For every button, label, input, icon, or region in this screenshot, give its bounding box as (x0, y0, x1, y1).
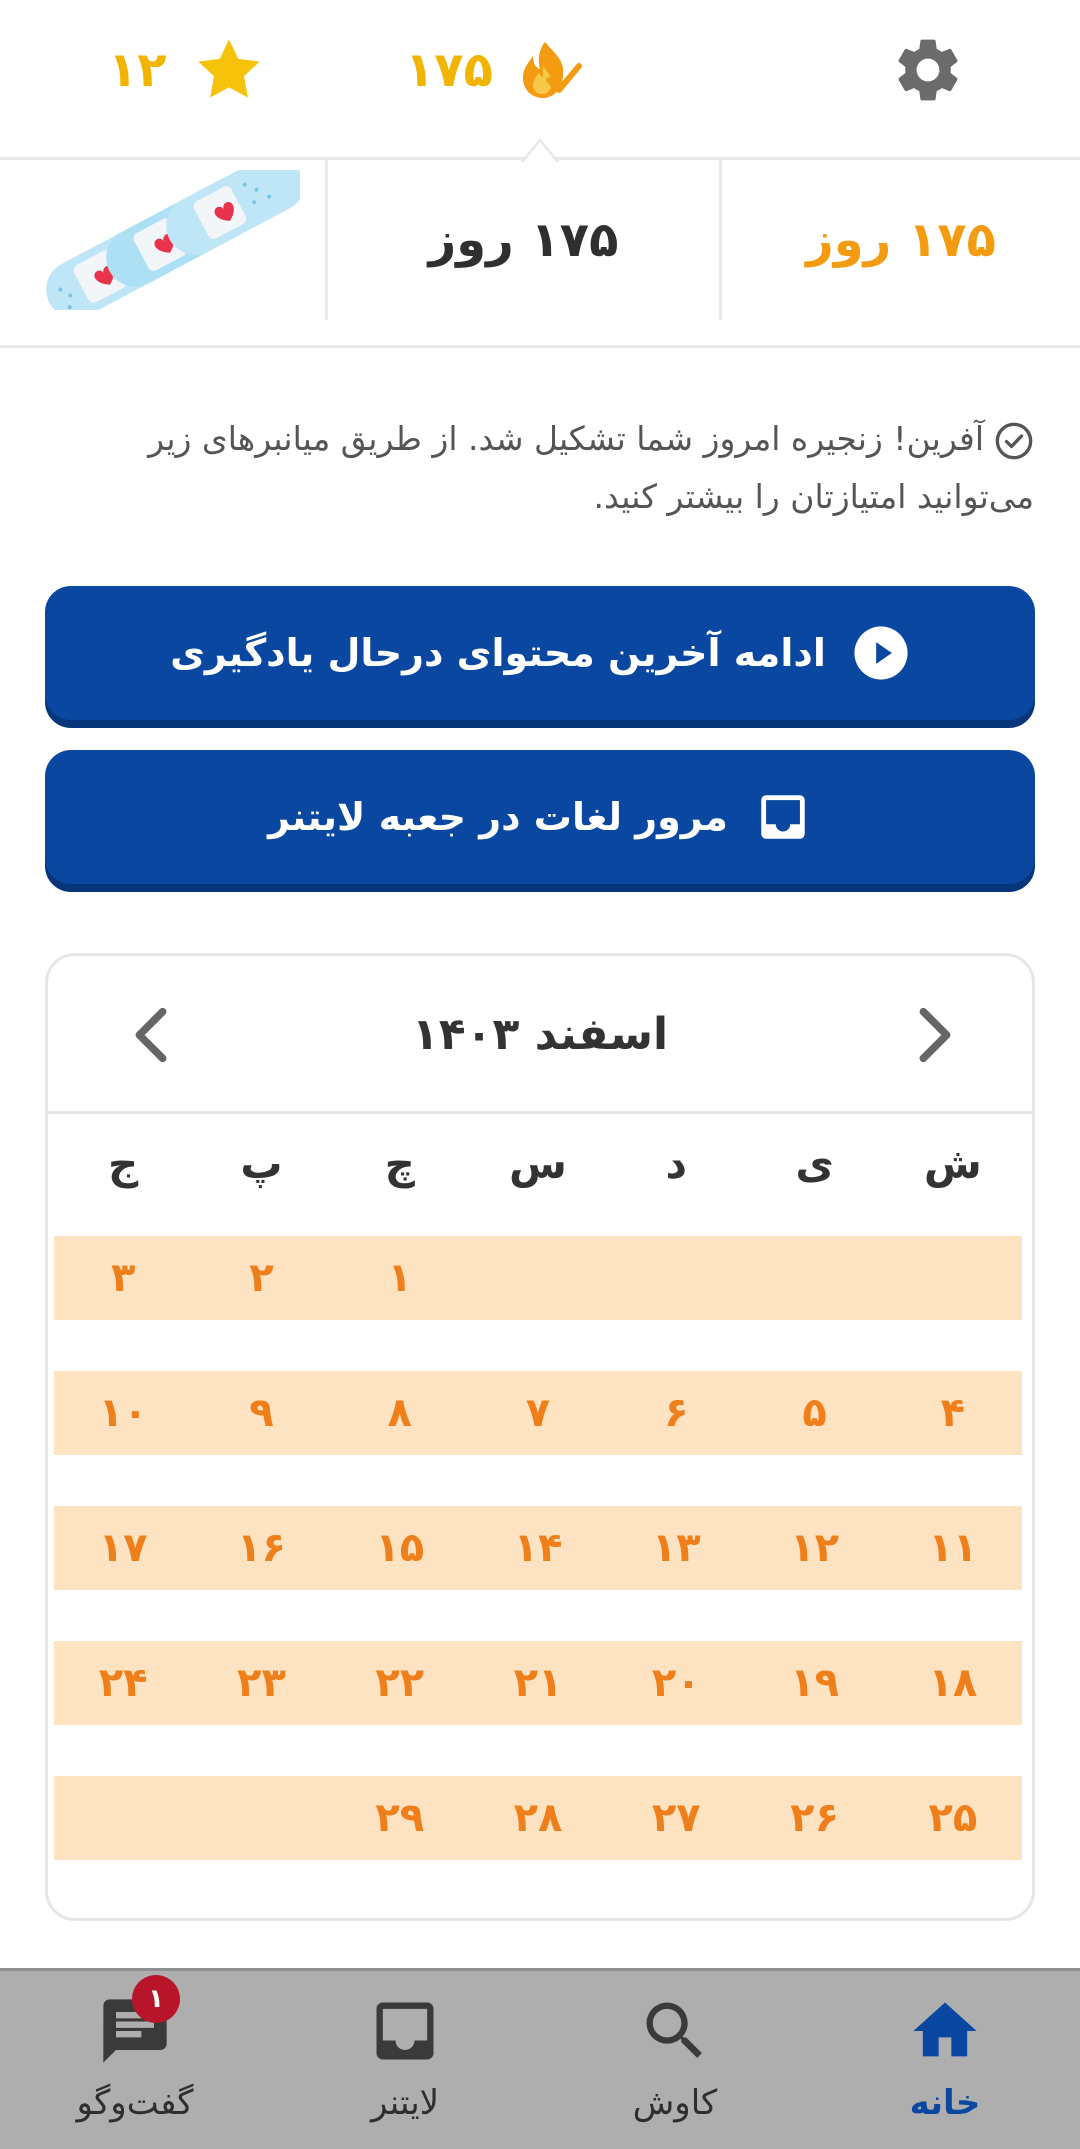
calendar-day: ۲۱ (513, 1660, 563, 1706)
notification-badge: ۱ (132, 1975, 180, 2023)
message-text: آفرین! زنجیره امروز شما تشکیل شد. از طریق میانبرهای زیر می‌توانید امتیازتان را بیشتر کنید. (148, 419, 1034, 516)
stars-count: ۱۲ (108, 42, 167, 98)
calendar-week (54, 1506, 1022, 1590)
calendar-day (607, 1236, 745, 1320)
calendar-day: ۱۰ (98, 1390, 148, 1436)
streak-counter[interactable] (405, 30, 583, 110)
calendar-day: ۱۶ (237, 1525, 286, 1571)
tab-leitner-label: لایتنر (370, 2083, 440, 2123)
weekday-label: پ (240, 1139, 283, 1188)
calendar-day: ۲۴ (98, 1660, 148, 1706)
best-streak: ۱۷۵ روز (428, 212, 619, 268)
tab-leitner[interactable] (270, 1971, 540, 2149)
calendar-day (745, 1236, 883, 1320)
bandage-icon (25, 170, 300, 310)
calendar-day: ۳ (110, 1255, 136, 1301)
fire-check-icon (515, 36, 583, 104)
home-icon (907, 1993, 983, 2069)
calendar-day (884, 1236, 1022, 1320)
calendar-day: ۲۲ (375, 1660, 425, 1706)
panel-pointer (520, 138, 560, 162)
calendar-day: ۱۱ (928, 1525, 978, 1571)
stars-counter[interactable] (108, 30, 265, 110)
calendar-day: ۱۸ (928, 1660, 978, 1706)
weekday-label: ش (923, 1139, 982, 1188)
calendar-day (54, 1776, 192, 1860)
calendar-week (54, 1236, 1022, 1320)
bottom-navigation (0, 1968, 1080, 2149)
tab-chat[interactable] (0, 1971, 270, 2149)
continue-learning-label: ادامه آخرین محتوای درحال یادگیری (170, 631, 826, 675)
current-streak: ۱۷۵ روز (806, 212, 996, 268)
check-circle-icon (994, 421, 1034, 461)
calendar-day: ۱ (387, 1255, 412, 1301)
weekday-label: چ (384, 1139, 415, 1188)
inbox-icon (367, 1993, 443, 2069)
play-icon (852, 624, 910, 682)
weekday-label: ی (795, 1139, 834, 1188)
calendar-day: ۷ (525, 1390, 551, 1436)
calendar-day: ۲۳ (237, 1660, 286, 1706)
calendar-day: ۲ (249, 1255, 274, 1301)
weekday-label: ج (108, 1139, 139, 1188)
calendar-day: ۱۳ (651, 1525, 701, 1571)
weekday-label: د (665, 1139, 688, 1188)
calendar-header (48, 956, 1032, 1114)
weekday-label: س (509, 1139, 567, 1188)
calendar-day: ۱۷ (98, 1525, 148, 1571)
review-leitner-button[interactable] (45, 750, 1035, 884)
review-leitner-label: مرور لغات در جعبه لایتنر (268, 795, 728, 839)
streak-freeze-cell[interactable] (0, 160, 325, 320)
current-streak-cell (722, 160, 1080, 320)
calendar-day: ۱۵ (375, 1525, 425, 1571)
calendar-week (54, 1776, 1022, 1860)
search-icon (637, 1993, 713, 2069)
calendar-day: ۱۴ (513, 1525, 563, 1571)
tab-chat-label: گفت‌وگو (76, 2083, 194, 2123)
calendar-day: ۲۰ (651, 1660, 701, 1706)
calendar-day: ۱۲ (790, 1525, 839, 1571)
continue-learning-button[interactable] (45, 586, 1035, 720)
gear-icon[interactable] (890, 32, 966, 108)
best-streak-cell (325, 160, 722, 320)
calendar-day: ۲۵ (928, 1795, 978, 1841)
calendar-day: ۵ (802, 1390, 827, 1436)
streak-calendar (45, 953, 1035, 1921)
chevron-left-icon[interactable] (116, 1000, 186, 1070)
top-status-bar (0, 0, 1080, 160)
calendar-day: ۹ (249, 1390, 274, 1436)
weekday-row (54, 1124, 1022, 1204)
calendar-day (192, 1776, 330, 1860)
calendar-day: ۸ (387, 1390, 412, 1436)
calendar-day: ۱۹ (790, 1660, 839, 1706)
calendar-day: ۲۸ (513, 1795, 563, 1841)
streak-count: ۱۷۵ (405, 42, 493, 98)
calendar-day: ۲۶ (790, 1795, 839, 1841)
calendar-day: ۲۷ (651, 1795, 701, 1841)
tab-home-label: خانه (909, 2083, 981, 2123)
calendar-day: ۲۹ (375, 1795, 425, 1841)
streak-message (110, 410, 1034, 526)
inbox-icon (754, 788, 812, 846)
calendar-day: ۶ (664, 1390, 689, 1436)
tab-explore-label: کاوش (632, 2083, 718, 2123)
calendar-day (469, 1236, 607, 1320)
calendar-week (54, 1641, 1022, 1725)
tab-home[interactable] (810, 1971, 1080, 2149)
streak-panel (0, 160, 1080, 348)
calendar-month-title: اسفند ۱۴۰۳ (411, 1009, 669, 1060)
star-icon (193, 34, 265, 106)
calendar-day: ۴ (940, 1390, 966, 1436)
calendar-week (54, 1371, 1022, 1455)
tab-explore[interactable] (540, 1971, 810, 2149)
